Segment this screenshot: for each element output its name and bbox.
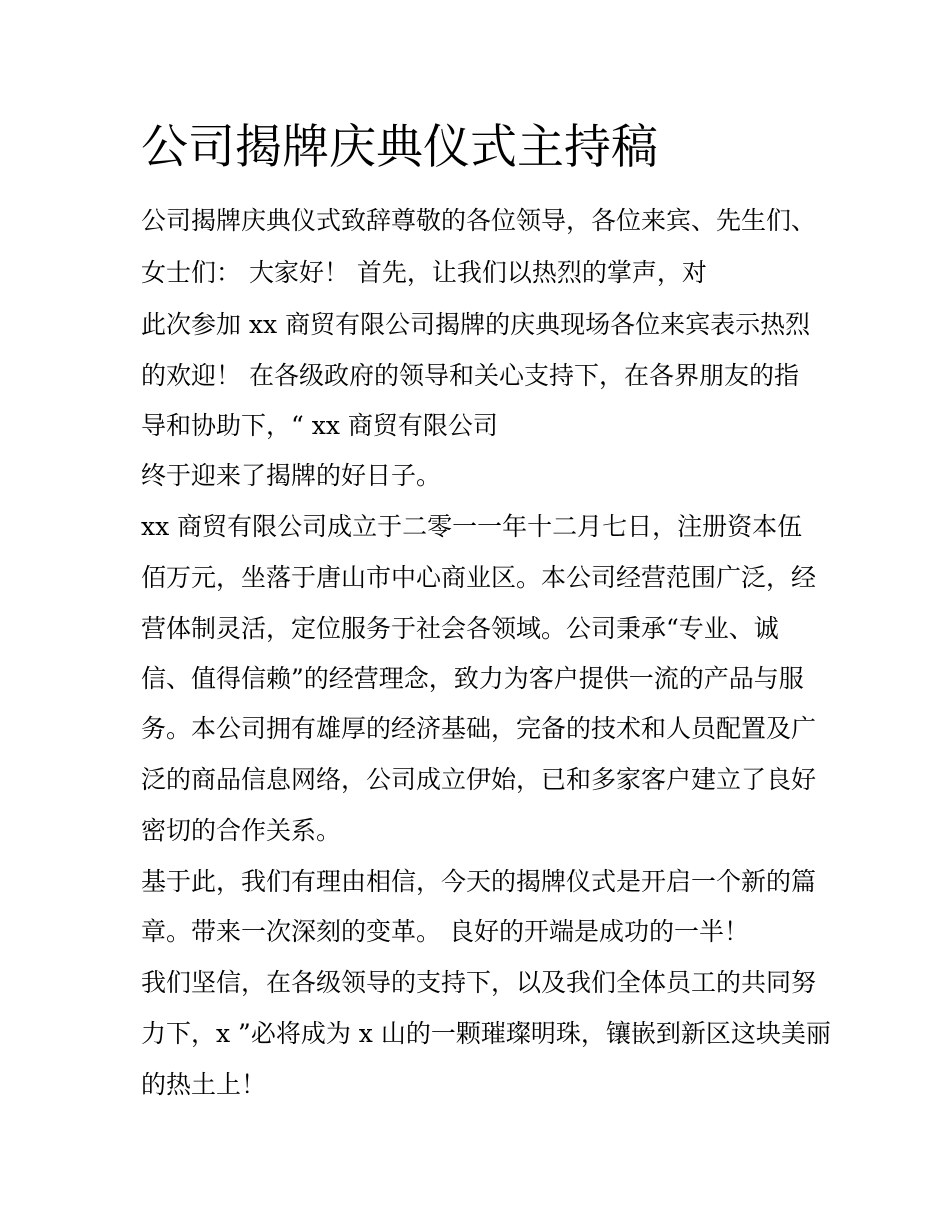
text-line: 女士们： 大家好！ 首先，让我们以热烈的掌声，对 <box>141 258 707 287</box>
text-line: 密切的合作关系。 <box>141 816 342 845</box>
text-line: 务。本公司拥有雄厚的经济基础，完备的技术和人员配置及广 <box>141 714 817 743</box>
text-line: 基于此，我们有理由相信，今天的揭牌仪式是开启一个新的篇 <box>141 867 817 896</box>
text-line: 佰万元，坐落于唐山市中心商业区。本公司经营范围广泛，经 <box>141 563 817 592</box>
text-line: 此次参加 xx 商贸有限公司揭牌的庆典现场各位来宾表示热烈 <box>141 310 811 339</box>
text-line: 的欢迎！ 在各级政府的领导和关心支持下，在各界朋友的指 <box>141 361 799 390</box>
document-title: 公司揭牌庆典仪式主持稿 <box>141 120 658 175</box>
text-line: 泛的商品信息网络，公司成立伊始，已和多家客户建立了良好 <box>141 765 817 794</box>
text-line: 公司揭牌庆典仪式致辞尊敬的各位领导，各位来宾、先生们、 <box>141 206 817 235</box>
text-line: xx 商贸有限公司成立于二零一一年十二月七日，注册资本伍 <box>141 512 803 541</box>
text-line: 的热土上！ <box>141 1070 267 1099</box>
text-line: 力下，x ”必将成为 x 山的一颗璀璨明珠，镶嵌到新区这块美丽 <box>141 1019 831 1048</box>
text-line: 我们坚信，在各级领导的支持下，以及我们全体员工的共同努 <box>141 968 817 997</box>
text-line: 导和协助下，“ xx 商贸有限公司 <box>141 411 498 440</box>
text-line: 终于迎来了揭牌的好日子。 <box>141 461 442 490</box>
text-line: 营体制灵活，定位服务于社会各领域。公司秉承“专业、诚 <box>141 614 779 643</box>
text-line: 章。带来一次深刻的变革。 良好的开端是成功的一半！ <box>141 917 749 946</box>
text-line: 信、值得信赖”的经营理念，致力为客户提供一流的产品与服 <box>141 664 804 693</box>
